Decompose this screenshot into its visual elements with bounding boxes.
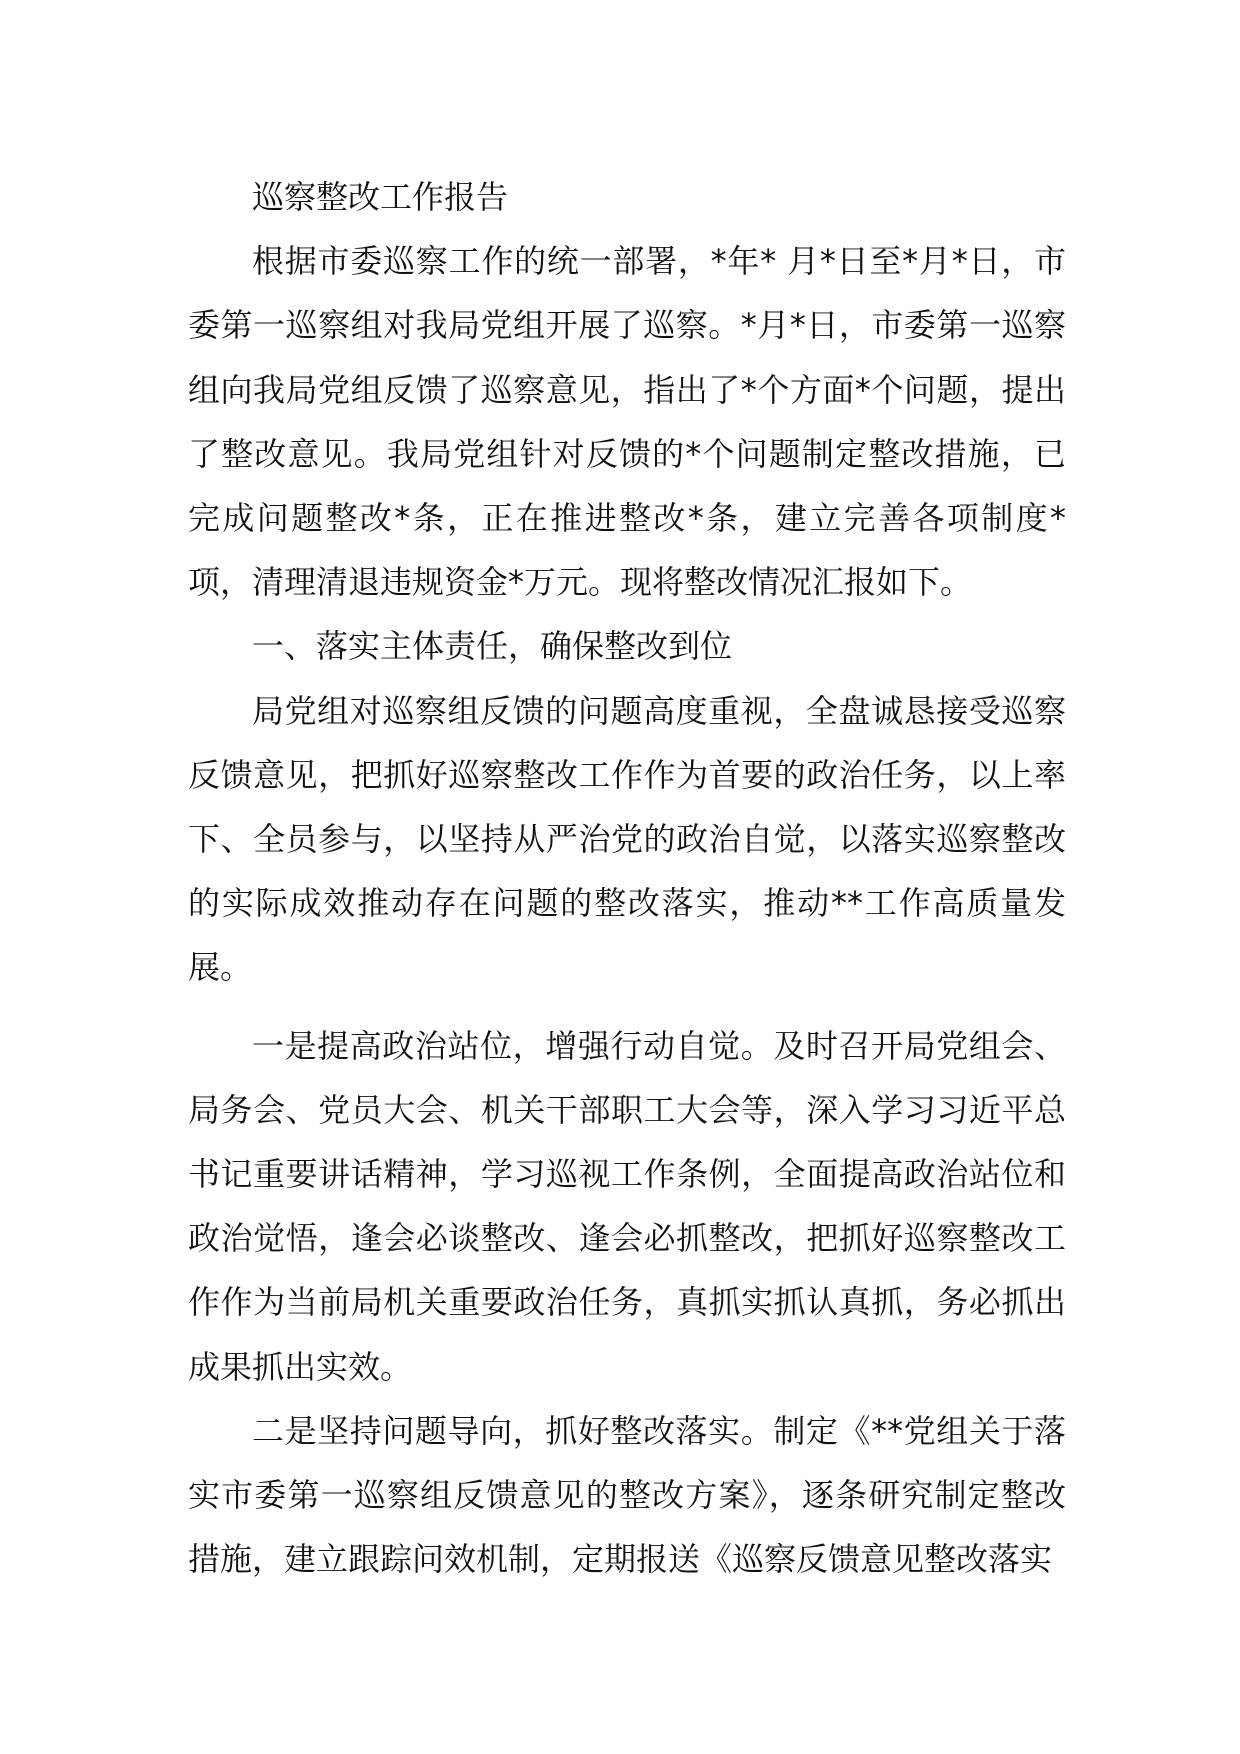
section-1-paragraph: 局党组对巡察组反馈的问题高度重视，全盘诚恳接受巡察反馈意见，把抓好巡察整改工作作为首要的政治任务，以上率下、全员参与，以坚持从严治党的政治自觉，以落实巡察整改的实际成效推动存在问题的整改落实，推动**工作高质量发展。 xyxy=(188,691,1066,987)
document-title: 巡察整改工作报告 xyxy=(252,178,509,216)
intro-paragraph: 根据市委巡察工作的统一部署，*年* 月*日至*月*日，市委第一巡察组对我局党组开展了巡察。*月*日，市委第一巡察组向我局党组反馈了巡察意见，指出了*个方面*个问题，提出了整改意见。我局党组针对反馈的*个问题制定整改措施，已完成问题整改*条，正在推进整改*条，建立完善各项制度*项，清理清退违规资金*万元。现将整改情况汇报如下。 xyxy=(188,242,1066,602)
document-body xyxy=(188,165,1066,1591)
paragraph-gap xyxy=(188,1000,1066,1014)
point-2-paragraph: 二是坚持问题导向，抓好整改落实。制定《**党组关于落实市委第一巡察组反馈意见的整改方案》，逐条研究制定整改措施，建立跟踪问效机制，定期报送《巡察反馈意见整改落实 xyxy=(188,1411,1066,1579)
section-heading-1: 一、落实主体责任，确保整改到位 xyxy=(252,627,733,666)
point-1-paragraph: 一是提高政治站位，增强行动自觉。及时召开局党组会、局务会、党员大会、机关干部职工大会等，深入学习习近平总书记重要讲话精神，学习巡视工作条例，全面提高政治站位和政治觉悟，逢会必谈整改、逢会必抓整改，把抓好巡察整改工作作为当前局机关重要政治任务，真抓实抓认真抓，务必抓出成果抓出实效。 xyxy=(188,1026,1066,1386)
